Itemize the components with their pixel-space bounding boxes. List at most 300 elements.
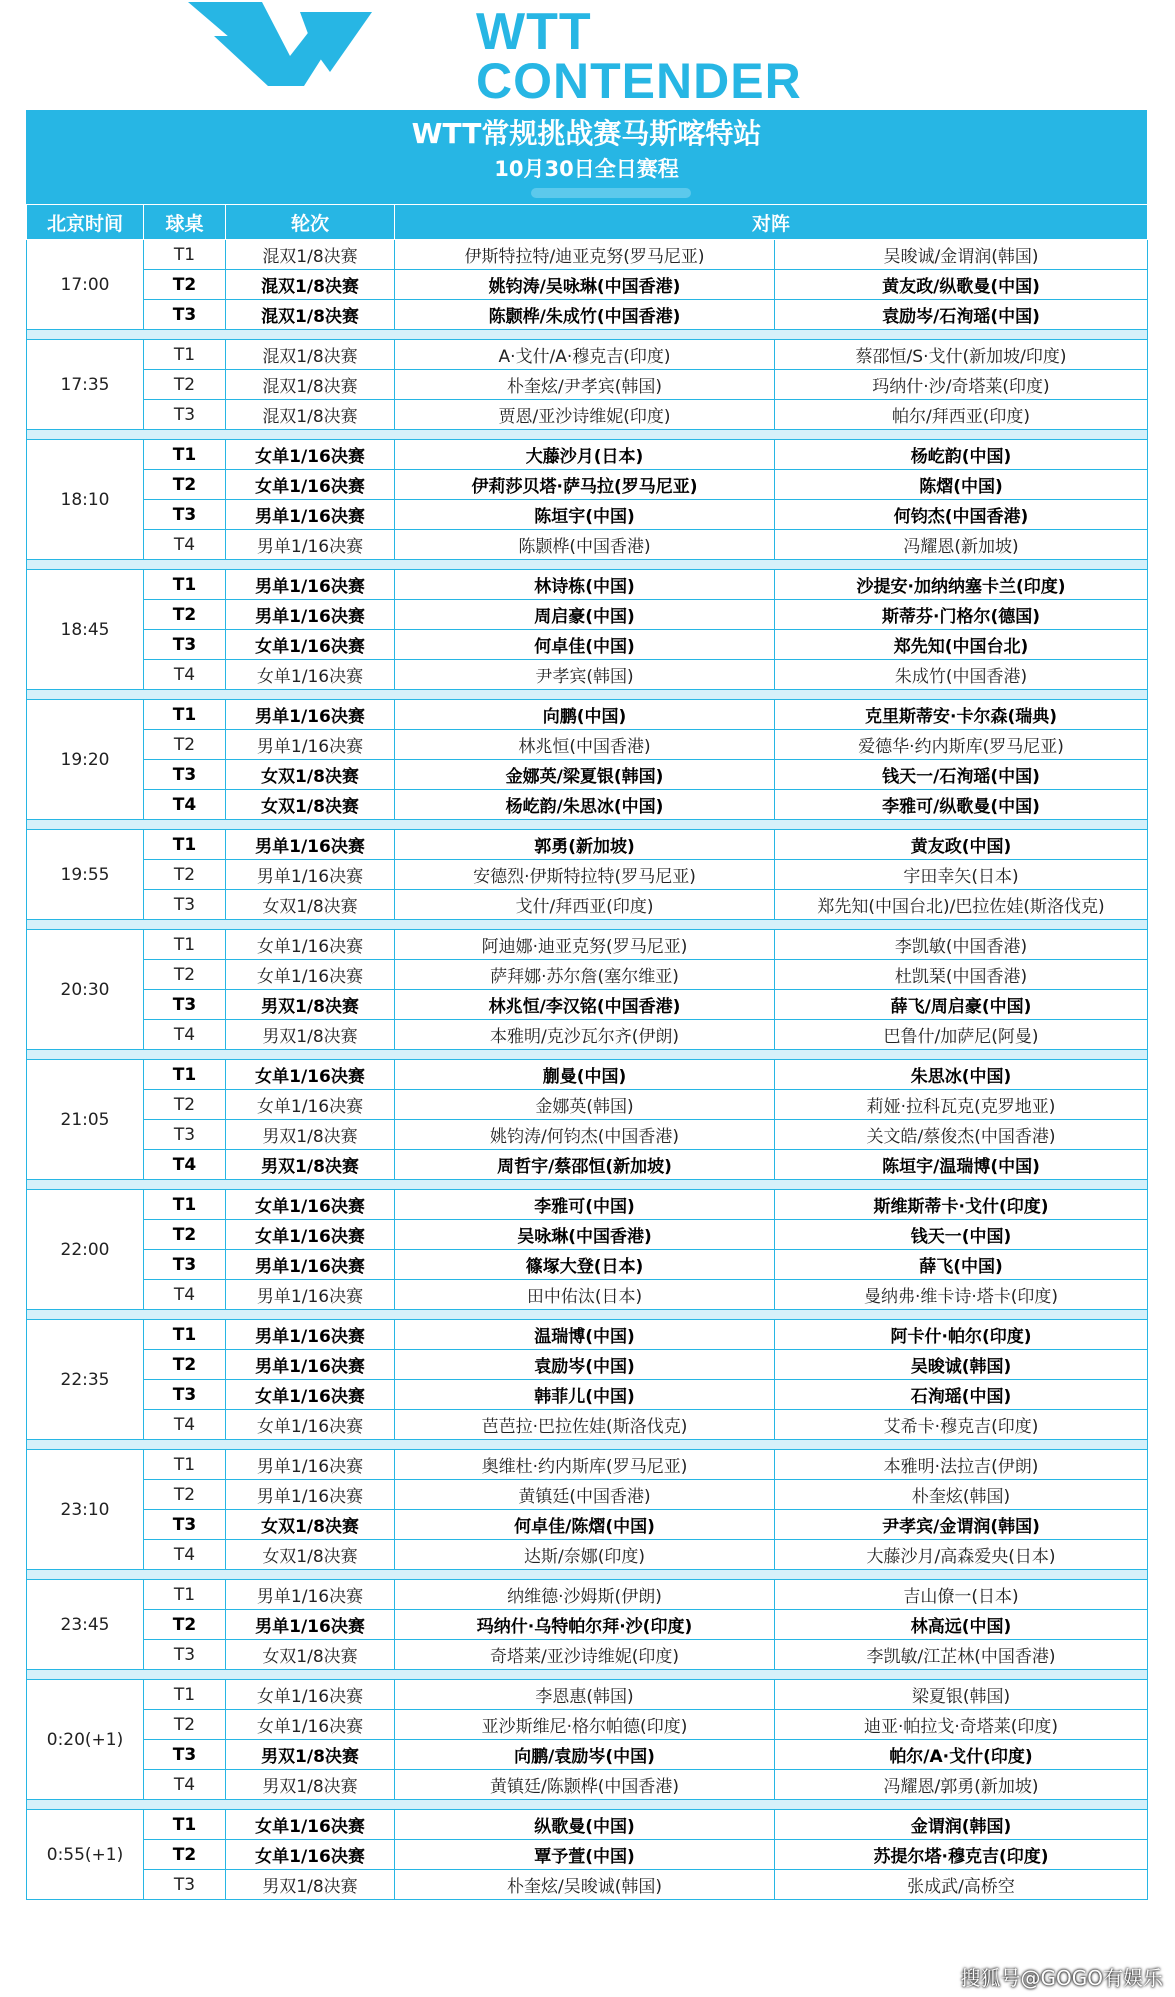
table-row bbox=[27, 1680, 1148, 1710]
round-cell: 女双1/8决赛 bbox=[226, 1510, 395, 1540]
round-cell: 混双1/8决赛 bbox=[226, 400, 395, 430]
player-left-cell: 阿迪娜·迪亚克努(罗马尼亚) bbox=[395, 930, 775, 960]
table-cell: T3 bbox=[144, 300, 226, 330]
round-cell: 女双1/8决赛 bbox=[226, 760, 395, 790]
block-separator bbox=[27, 690, 1148, 700]
player-right-cell: 本雅明·法拉吉(伊朗) bbox=[775, 1450, 1148, 1480]
table-cell: T1 bbox=[144, 1060, 226, 1090]
round-cell: 男单1/16决赛 bbox=[226, 500, 395, 530]
player-right-cell: 大藤沙月/高森爱央(日本) bbox=[775, 1540, 1148, 1570]
table-row bbox=[27, 1640, 1148, 1670]
player-right-cell: 艾希卡·穆克吉(印度) bbox=[775, 1410, 1148, 1440]
round-cell: 混双1/8决赛 bbox=[226, 270, 395, 300]
player-right-cell: 郑先知(中国台北)/巴拉佐娃(斯洛伐克) bbox=[775, 890, 1148, 920]
table-cell: T2 bbox=[144, 1090, 226, 1120]
table-row bbox=[27, 300, 1148, 330]
table-cell: T1 bbox=[144, 1810, 226, 1840]
player-right-cell: 玛纳什·沙/奇塔莱(印度) bbox=[775, 370, 1148, 400]
player-right-cell: 尹孝宾/金谓润(韩国) bbox=[775, 1510, 1148, 1540]
player-left-cell: 金娜英(韩国) bbox=[395, 1090, 775, 1120]
player-right-cell: 黄友政(中国) bbox=[775, 830, 1148, 860]
player-left-cell: 玛纳什·乌特帕尔拜·沙(印度) bbox=[395, 1610, 775, 1640]
table-row bbox=[27, 1150, 1148, 1180]
player-left-cell: 本雅明/克沙瓦尔齐(伊朗) bbox=[395, 1020, 775, 1050]
round-cell: 女单1/16决赛 bbox=[226, 1060, 395, 1090]
watermark: 搜狐号@GOGO有娱乐 bbox=[960, 1966, 1163, 1990]
round-cell: 女单1/16决赛 bbox=[226, 930, 395, 960]
table-row bbox=[27, 990, 1148, 1020]
table-cell: T4 bbox=[144, 1770, 226, 1800]
player-right-cell: 克里斯蒂安·卡尔森(瑞典) bbox=[775, 700, 1148, 730]
block-separator bbox=[27, 560, 1148, 570]
table-row bbox=[27, 240, 1148, 270]
player-left-cell: 李恩惠(韩国) bbox=[395, 1680, 775, 1710]
player-left-cell: 李雅可(中国) bbox=[395, 1190, 775, 1220]
table-cell: T2 bbox=[144, 470, 226, 500]
player-right-cell: 郑先知(中国台北) bbox=[775, 630, 1148, 660]
table-cell: T4 bbox=[144, 1540, 226, 1570]
table-cell: T3 bbox=[144, 1870, 226, 1900]
table-row bbox=[27, 630, 1148, 660]
player-right-cell: 朱成竹(中国香港) bbox=[775, 660, 1148, 690]
table-cell: T2 bbox=[144, 960, 226, 990]
wtt-logo-mark-icon bbox=[0, 0, 480, 110]
player-left-cell: 纵歌曼(中国) bbox=[395, 1810, 775, 1840]
time-cell: 23:45 bbox=[27, 1580, 144, 1670]
table-cell: T1 bbox=[144, 340, 226, 370]
table-row bbox=[27, 830, 1148, 860]
logo-line-1: WTT bbox=[476, 3, 592, 61]
round-cell: 男单1/16决赛 bbox=[226, 1350, 395, 1380]
player-right-cell: 杜凯琹(中国香港) bbox=[775, 960, 1148, 990]
player-right-cell: 迪亚·帕拉戈·奇塔莱(印度) bbox=[775, 1710, 1148, 1740]
table-cell: T4 bbox=[144, 1150, 226, 1180]
player-left-cell: 朴奎炫/吴晙诚(韩国) bbox=[395, 1870, 775, 1900]
player-left-cell: 周启豪(中国) bbox=[395, 600, 775, 630]
table-cell: T2 bbox=[144, 1480, 226, 1510]
player-right-cell: 巴鲁什/加萨尼(阿曼) bbox=[775, 1020, 1148, 1050]
table-cell: T2 bbox=[144, 1220, 226, 1250]
table-cell: T1 bbox=[144, 570, 226, 600]
player-left-cell: 萨拜娜·苏尔詹(塞尔维亚) bbox=[395, 960, 775, 990]
table-cell: T1 bbox=[144, 1580, 226, 1610]
round-cell: 女单1/16决赛 bbox=[226, 1410, 395, 1440]
table-row bbox=[27, 700, 1148, 730]
round-cell: 男双1/8决赛 bbox=[226, 1870, 395, 1900]
player-right-cell: 林高远(中国) bbox=[775, 1610, 1148, 1640]
player-right-cell: 关文皓/蔡俊杰(中国香港) bbox=[775, 1120, 1148, 1150]
round-cell: 男单1/16决赛 bbox=[226, 530, 395, 560]
player-left-cell: 吴咏琳(中国香港) bbox=[395, 1220, 775, 1250]
table-row bbox=[27, 1250, 1148, 1280]
block-separator bbox=[27, 920, 1148, 930]
round-cell: 男单1/16决赛 bbox=[226, 570, 395, 600]
round-cell: 男双1/8决赛 bbox=[226, 1150, 395, 1180]
wtt-contender-logo bbox=[0, 0, 1175, 110]
header-table: 球桌 bbox=[144, 205, 226, 240]
time-cell: 22:00 bbox=[27, 1190, 144, 1310]
round-cell: 女单1/16决赛 bbox=[226, 960, 395, 990]
player-left-cell: 陈垣宇(中国) bbox=[395, 500, 775, 530]
player-left-cell: 田中佑汰(日本) bbox=[395, 1280, 775, 1310]
table-row bbox=[27, 1710, 1148, 1740]
player-left-cell: 伊斯特拉特/迪亚克努(罗马尼亚) bbox=[395, 240, 775, 270]
player-left-cell: 达斯/奈娜(印度) bbox=[395, 1540, 775, 1570]
round-cell: 女单1/16决赛 bbox=[226, 1710, 395, 1740]
player-right-cell: 阿卡什·帕尔(印度) bbox=[775, 1320, 1148, 1350]
logo-line-2: CONTENDER bbox=[476, 53, 802, 109]
table-cell: T1 bbox=[144, 830, 226, 860]
player-left-cell: 温瑞博(中国) bbox=[395, 1320, 775, 1350]
player-right-cell: 石洵瑶(中国) bbox=[775, 1380, 1148, 1410]
player-left-cell: 袁励岑(中国) bbox=[395, 1350, 775, 1380]
player-right-cell: 朱思冰(中国) bbox=[775, 1060, 1148, 1090]
time-cell: 18:45 bbox=[27, 570, 144, 690]
round-cell: 男双1/8决赛 bbox=[226, 990, 395, 1020]
round-cell: 男单1/16决赛 bbox=[226, 700, 395, 730]
block-separator bbox=[27, 1670, 1148, 1680]
time-cell: 17:35 bbox=[27, 340, 144, 430]
player-right-cell: 钱天一/石洵瑶(中国) bbox=[775, 760, 1148, 790]
separator-cell bbox=[27, 920, 1148, 930]
table-cell: T2 bbox=[144, 270, 226, 300]
table-row bbox=[27, 1480, 1148, 1510]
player-left-cell: 陈颢桦/朱成竹(中国香港) bbox=[395, 300, 775, 330]
round-cell: 男单1/16决赛 bbox=[226, 600, 395, 630]
block-separator bbox=[27, 430, 1148, 440]
player-left-cell: 黄镇廷/陈颢桦(中国香港) bbox=[395, 1770, 775, 1800]
player-right-cell: 陈熠(中国) bbox=[775, 470, 1148, 500]
table-row bbox=[27, 500, 1148, 530]
separator-cell bbox=[27, 1670, 1148, 1680]
table-row bbox=[27, 1610, 1148, 1640]
table-cell: T3 bbox=[144, 1120, 226, 1150]
player-right-cell: 陈垣宇/温瑞博(中国) bbox=[775, 1150, 1148, 1180]
table-row bbox=[27, 1870, 1148, 1900]
time-cell: 0:55(+1) bbox=[27, 1810, 144, 1900]
round-cell: 男双1/8决赛 bbox=[226, 1020, 395, 1050]
round-cell: 男单1/16决赛 bbox=[226, 1610, 395, 1640]
player-left-cell: 贾恩/亚沙诗维妮(印度) bbox=[395, 400, 775, 430]
table-cell: T1 bbox=[144, 1450, 226, 1480]
table-row bbox=[27, 730, 1148, 760]
block-separator bbox=[27, 1440, 1148, 1450]
separator-cell bbox=[27, 430, 1148, 440]
table-row bbox=[27, 370, 1148, 400]
player-right-cell: 梁夏银(韩国) bbox=[775, 1680, 1148, 1710]
round-cell: 混双1/8决赛 bbox=[226, 240, 395, 270]
table-cell: T2 bbox=[144, 1840, 226, 1870]
player-left-cell: 黄镇廷(中国香港) bbox=[395, 1480, 775, 1510]
round-cell: 女双1/8决赛 bbox=[226, 890, 395, 920]
round-cell: 混双1/8决赛 bbox=[226, 370, 395, 400]
block-separator bbox=[27, 1570, 1148, 1580]
table-row bbox=[27, 1320, 1148, 1350]
table-cell: T2 bbox=[144, 370, 226, 400]
table-cell: T1 bbox=[144, 1190, 226, 1220]
player-left-cell: 伊莉莎贝塔·萨马拉(罗马尼亚) bbox=[395, 470, 775, 500]
player-left-cell: 郭勇(新加坡) bbox=[395, 830, 775, 860]
table-cell: T3 bbox=[144, 1250, 226, 1280]
round-cell: 女单1/16决赛 bbox=[226, 1220, 395, 1250]
table-cell: T2 bbox=[144, 1350, 226, 1380]
player-left-cell: 芭芭拉·巴拉佐娃(斯洛伐克) bbox=[395, 1410, 775, 1440]
block-separator bbox=[27, 820, 1148, 830]
block-separator bbox=[27, 1800, 1148, 1810]
table-cell: T3 bbox=[144, 1380, 226, 1410]
table-cell: T3 bbox=[144, 990, 226, 1020]
round-cell: 混双1/8决赛 bbox=[226, 300, 395, 330]
player-left-cell: 蒯曼(中国) bbox=[395, 1060, 775, 1090]
table-cell: T1 bbox=[144, 1320, 226, 1350]
table-row bbox=[27, 1220, 1148, 1250]
table-row bbox=[27, 790, 1148, 820]
player-right-cell: 爱德华·约内斯库(罗马尼亚) bbox=[775, 730, 1148, 760]
table-cell: T3 bbox=[144, 1740, 226, 1770]
schedule-body bbox=[27, 240, 1148, 1900]
player-left-cell: 戈什/拜西亚(印度) bbox=[395, 890, 775, 920]
player-left-cell: 大藤沙月(日本) bbox=[395, 440, 775, 470]
player-right-cell: 帕尔/A·戈什(印度) bbox=[775, 1740, 1148, 1770]
table-cell: T1 bbox=[144, 240, 226, 270]
round-cell: 女单1/16决赛 bbox=[226, 1840, 395, 1870]
round-cell: 女单1/16决赛 bbox=[226, 1810, 395, 1840]
table-row bbox=[27, 1580, 1148, 1610]
separator-cell bbox=[27, 1310, 1148, 1320]
player-right-cell: 斯蒂芬·门格尔(德国) bbox=[775, 600, 1148, 630]
round-cell: 男单1/16决赛 bbox=[226, 1580, 395, 1610]
separator-cell bbox=[27, 1570, 1148, 1580]
player-left-cell: 金娜英/梁夏银(韩国) bbox=[395, 760, 775, 790]
player-right-cell: 吴晙诚/金谓润(韩国) bbox=[775, 240, 1148, 270]
separator-cell bbox=[27, 1050, 1148, 1060]
round-cell: 男单1/16决赛 bbox=[226, 1450, 395, 1480]
table-row bbox=[27, 1120, 1148, 1150]
player-left-cell: 林诗栋(中国) bbox=[395, 570, 775, 600]
round-cell: 女单1/16决赛 bbox=[226, 1090, 395, 1120]
player-left-cell: 奇塔莱/亚沙诗维妮(印度) bbox=[395, 1640, 775, 1670]
player-left-cell: 何卓佳/陈熠(中国) bbox=[395, 1510, 775, 1540]
table-row bbox=[27, 1540, 1148, 1570]
round-cell: 女单1/16决赛 bbox=[226, 1190, 395, 1220]
table-row bbox=[27, 860, 1148, 890]
round-cell: 女单1/16决赛 bbox=[226, 1380, 395, 1410]
table-row bbox=[27, 570, 1148, 600]
table-cell: T4 bbox=[144, 660, 226, 690]
player-right-cell: 沙提安·加纳纳塞卡兰(印度) bbox=[775, 570, 1148, 600]
player-left-cell: 安德烈·伊斯特拉特(罗马尼亚) bbox=[395, 860, 775, 890]
player-left-cell: 向鹏(中国) bbox=[395, 700, 775, 730]
block-separator bbox=[27, 1180, 1148, 1190]
player-right-cell: 宇田幸矢(日本) bbox=[775, 860, 1148, 890]
table-row bbox=[27, 1350, 1148, 1380]
player-left-cell: 周哲宇/蔡邵恒(新加坡) bbox=[395, 1150, 775, 1180]
round-cell: 女双1/8决赛 bbox=[226, 1640, 395, 1670]
separator-cell bbox=[27, 330, 1148, 340]
table-row bbox=[27, 890, 1148, 920]
table-cell: T3 bbox=[144, 500, 226, 530]
player-right-cell: 张成武/高桥空 bbox=[775, 1870, 1148, 1900]
player-right-cell: 李雅可/纵歌曼(中国) bbox=[775, 790, 1148, 820]
player-right-cell: 莉娅·拉科瓦克(克罗地亚) bbox=[775, 1090, 1148, 1120]
table-cell: T3 bbox=[144, 760, 226, 790]
time-cell: 19:55 bbox=[27, 830, 144, 920]
player-right-cell: 李凯敏(中国香港) bbox=[775, 930, 1148, 960]
separator-cell bbox=[27, 690, 1148, 700]
table-cell: T2 bbox=[144, 860, 226, 890]
table-row bbox=[27, 1190, 1148, 1220]
block-separator bbox=[27, 1050, 1148, 1060]
separator-cell bbox=[27, 1180, 1148, 1190]
table-cell: T3 bbox=[144, 1510, 226, 1540]
round-cell: 女单1/16决赛 bbox=[226, 660, 395, 690]
page-subtitle: 10月30日全日赛程 bbox=[494, 157, 679, 181]
table-cell: T1 bbox=[144, 930, 226, 960]
player-left-cell: 尹孝宾(韩国) bbox=[395, 660, 775, 690]
player-right-cell: 何钧杰(中国香港) bbox=[775, 500, 1148, 530]
header-match: 对阵 bbox=[395, 205, 1148, 240]
table-row bbox=[27, 1060, 1148, 1090]
table-row bbox=[27, 1280, 1148, 1310]
table-row bbox=[27, 1840, 1148, 1870]
separator-cell bbox=[27, 1440, 1148, 1450]
table-row bbox=[27, 400, 1148, 430]
player-right-cell: 蔡邵恒/S·戈什(新加坡/印度) bbox=[775, 340, 1148, 370]
round-cell: 男双1/8决赛 bbox=[226, 1770, 395, 1800]
player-right-cell: 苏提尔塔·穆克吉(印度) bbox=[775, 1840, 1148, 1870]
time-cell: 22:35 bbox=[27, 1320, 144, 1440]
player-right-cell: 吴晙诚(韩国) bbox=[775, 1350, 1148, 1380]
player-left-cell: 姚钧涛/何钧杰(中国香港) bbox=[395, 1120, 775, 1150]
player-right-cell: 帕尔/拜西亚(印度) bbox=[775, 400, 1148, 430]
player-right-cell: 朴奎炫(韩国) bbox=[775, 1480, 1148, 1510]
block-separator bbox=[27, 1310, 1148, 1320]
player-right-cell: 杨屹韵(中国) bbox=[775, 440, 1148, 470]
table-row bbox=[27, 1410, 1148, 1440]
header-round: 轮次 bbox=[226, 205, 395, 240]
round-cell: 男单1/16决赛 bbox=[226, 1480, 395, 1510]
separator-cell bbox=[27, 560, 1148, 570]
table-cell: T2 bbox=[144, 1710, 226, 1740]
table-row bbox=[27, 960, 1148, 990]
time-cell: 0:20(+1) bbox=[27, 1680, 144, 1800]
player-left-cell: 篠塚大登(日本) bbox=[395, 1250, 775, 1280]
round-cell: 男单1/16决赛 bbox=[226, 1250, 395, 1280]
table-row bbox=[27, 1020, 1148, 1050]
time-cell: 19:20 bbox=[27, 700, 144, 820]
round-cell: 男双1/8决赛 bbox=[226, 1120, 395, 1150]
player-right-cell: 袁励岑/石洵瑶(中国) bbox=[775, 300, 1148, 330]
block-separator bbox=[27, 330, 1148, 340]
player-left-cell: 纳维德·沙姆斯(伊朗) bbox=[395, 1580, 775, 1610]
table-cell: T3 bbox=[144, 630, 226, 660]
round-cell: 男单1/16决赛 bbox=[226, 860, 395, 890]
page-title: WTT常规挑战赛马斯喀特站 bbox=[411, 117, 762, 150]
table-cell: T1 bbox=[144, 700, 226, 730]
table-row bbox=[27, 930, 1148, 960]
round-cell: 男单1/16决赛 bbox=[226, 1280, 395, 1310]
player-right-cell: 金谓润(韩国) bbox=[775, 1810, 1148, 1840]
round-cell: 女双1/8决赛 bbox=[226, 1540, 395, 1570]
schedule-table bbox=[26, 204, 1147, 1900]
player-left-cell: 林兆恒/李汉铭(中国香港) bbox=[395, 990, 775, 1020]
table-cell: T4 bbox=[144, 1410, 226, 1440]
player-left-cell: 朴奎炫/尹孝宾(韩国) bbox=[395, 370, 775, 400]
player-left-cell: 陈颢桦(中国香港) bbox=[395, 530, 775, 560]
time-cell: 20:30 bbox=[27, 930, 144, 1050]
table-row bbox=[27, 1510, 1148, 1540]
table-cell: T4 bbox=[144, 1280, 226, 1310]
player-right-cell: 薛飞/周启豪(中国) bbox=[775, 990, 1148, 1020]
table-row bbox=[27, 340, 1148, 370]
blurred-mark bbox=[531, 188, 691, 198]
time-cell: 21:05 bbox=[27, 1060, 144, 1180]
round-cell: 男双1/8决赛 bbox=[226, 1740, 395, 1770]
header-time: 北京时间 bbox=[27, 205, 144, 240]
player-right-cell: 黄友政/纵歌曼(中国) bbox=[775, 270, 1148, 300]
time-cell: 18:10 bbox=[27, 440, 144, 560]
header-row bbox=[27, 205, 1148, 240]
time-cell: 23:10 bbox=[27, 1450, 144, 1570]
table-cell: T3 bbox=[144, 1640, 226, 1670]
table-cell: T4 bbox=[144, 1020, 226, 1050]
player-left-cell: 韩菲儿(中国) bbox=[395, 1380, 775, 1410]
table-cell: T4 bbox=[144, 530, 226, 560]
player-left-cell: 何卓佳(中国) bbox=[395, 630, 775, 660]
player-right-cell: 冯耀恩(新加坡) bbox=[775, 530, 1148, 560]
player-left-cell: 亚沙斯维尼·格尔帕德(印度) bbox=[395, 1710, 775, 1740]
table-cell: T2 bbox=[144, 600, 226, 630]
player-right-cell: 斯维斯蒂卡·戈什(印度) bbox=[775, 1190, 1148, 1220]
table-cell: T2 bbox=[144, 1610, 226, 1640]
round-cell: 女单1/16决赛 bbox=[226, 440, 395, 470]
table-row bbox=[27, 760, 1148, 790]
player-left-cell: 向鹏/袁励岑(中国) bbox=[395, 1740, 775, 1770]
title-banner bbox=[26, 110, 1147, 204]
round-cell: 混双1/8决赛 bbox=[226, 340, 395, 370]
table-row bbox=[27, 1740, 1148, 1770]
table-row bbox=[27, 1770, 1148, 1800]
round-cell: 女单1/16决赛 bbox=[226, 470, 395, 500]
player-left-cell: 姚钧涛/吴咏琳(中国香港) bbox=[395, 270, 775, 300]
round-cell: 女单1/16决赛 bbox=[226, 1680, 395, 1710]
table-row bbox=[27, 470, 1148, 500]
player-right-cell: 冯耀恩/郭勇(新加坡) bbox=[775, 1770, 1148, 1800]
round-cell: 女单1/16决赛 bbox=[226, 630, 395, 660]
table-cell: T4 bbox=[144, 790, 226, 820]
player-left-cell: 杨屹韵/朱思冰(中国) bbox=[395, 790, 775, 820]
player-right-cell: 吉山僚一(日本) bbox=[775, 1580, 1148, 1610]
player-right-cell: 曼纳弗·维卡诗·塔卡(印度) bbox=[775, 1280, 1148, 1310]
table-cell: T1 bbox=[144, 1680, 226, 1710]
table-row bbox=[27, 1380, 1148, 1410]
round-cell: 男单1/16决赛 bbox=[226, 1320, 395, 1350]
table-cell: T1 bbox=[144, 440, 226, 470]
player-right-cell: 钱天一(中国) bbox=[775, 1220, 1148, 1250]
player-left-cell: 林兆恒(中国香港) bbox=[395, 730, 775, 760]
table-row bbox=[27, 1810, 1148, 1840]
player-left-cell: 覃予萱(中国) bbox=[395, 1840, 775, 1870]
table-row bbox=[27, 1450, 1148, 1480]
table-row bbox=[27, 660, 1148, 690]
player-left-cell: 奥维杜·约内斯库(罗马尼亚) bbox=[395, 1450, 775, 1480]
round-cell: 女双1/8决赛 bbox=[226, 790, 395, 820]
time-cell: 17:00 bbox=[27, 240, 144, 330]
separator-cell bbox=[27, 1800, 1148, 1810]
round-cell: 男单1/16决赛 bbox=[226, 830, 395, 860]
round-cell: 男单1/16决赛 bbox=[226, 730, 395, 760]
table-row bbox=[27, 530, 1148, 560]
